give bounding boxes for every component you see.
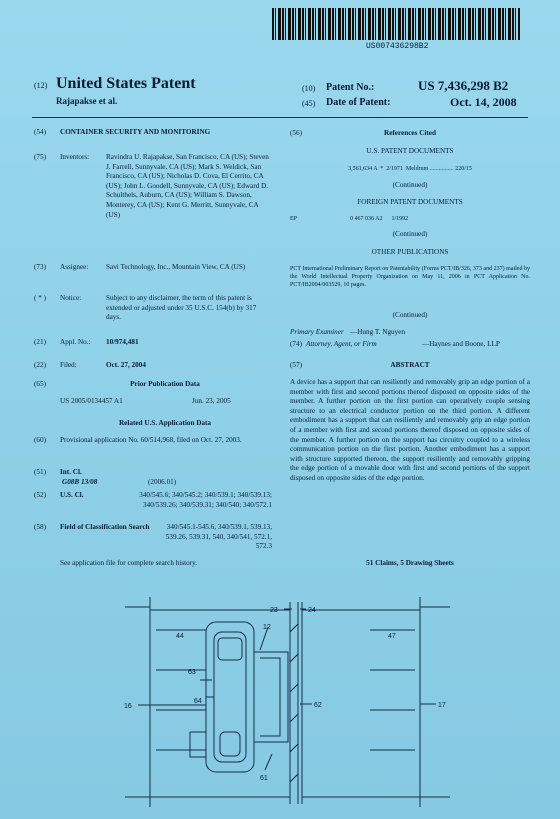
other-publication: PCT International Preliminary Report on Patentability (Forms PCT/IB/326, 373 and 237) mailed by the World Intellectual Property Organization on May 11, 2006 in PCT Application No. PCT/IB2004/003529, 10 pages. xyxy=(290,266,530,288)
intcl-code: (51) xyxy=(34,468,46,476)
patent-no-label: Patent No.: xyxy=(326,82,375,93)
label-44: 44 xyxy=(176,633,184,640)
barcode-number: US007436298B2 xyxy=(366,42,429,51)
label-62: 62 xyxy=(314,702,322,709)
us-doc: 3,561,634 A * 2/1971 Meldrum ................ 220/15 xyxy=(348,166,472,172)
intcl-label: Int. Cl. xyxy=(60,468,82,476)
other-heading: OTHER PUBLICATIONS xyxy=(371,248,449,256)
uscl-code: (52) xyxy=(34,491,46,499)
patent-date: Oct. 14, 2008 xyxy=(450,95,517,109)
refs-code: (56) xyxy=(290,129,302,137)
assignee-text: Savi Technology, Inc., Mountain View, CA (US) xyxy=(106,263,246,271)
patent-drawing xyxy=(120,592,460,814)
continued-2: (Continued) xyxy=(392,230,428,238)
prior-heading: Prior Publication Data xyxy=(130,380,200,388)
field-label: Field of Classification Search xyxy=(60,523,150,531)
header-rule xyxy=(32,117,528,118)
notice-code: ( * ) xyxy=(34,294,46,302)
label-23: 23 xyxy=(270,607,278,614)
see-application: See application file for complete search history. xyxy=(60,559,198,567)
label-16: 16 xyxy=(124,703,132,710)
inventors-label: Inventors: xyxy=(60,153,90,161)
attorney-code: (74) xyxy=(290,340,302,348)
refs-heading: References Cited xyxy=(384,129,436,137)
header-code-12: (12) xyxy=(34,81,48,90)
foreign-country: EP xyxy=(290,216,298,222)
related-heading: Related U.S. Application Data xyxy=(118,419,212,427)
filed-date: Oct. 27, 2004 xyxy=(106,361,146,369)
label-17: 17 xyxy=(438,702,446,709)
label-12: 12 xyxy=(263,624,271,631)
filed-label: Filed: xyxy=(60,361,77,369)
date-label: Date of Patent: xyxy=(326,97,391,108)
barcode xyxy=(272,8,520,40)
invention-title: CONTAINER SECURITY AND MONITORING xyxy=(60,128,211,136)
uscl-text: 340/545.6; 340/545.2; 340/539.1; 340/539.13; 340/539.26; 340/539.31; 340/540; 340/572.1 xyxy=(139,491,272,509)
examiner-name: —Hung T. Nguyen xyxy=(350,328,406,336)
label-64: 64 xyxy=(194,698,202,705)
appl-code: (21) xyxy=(34,338,46,346)
uscl-label: U.S. Cl. xyxy=(60,491,84,499)
abstract-text: A device has a support that can resiliently and removably grip an edge portion of a member with first and second portions thereof disposed on opposite sides of the member. A further portion on the first portion can operatively couple sensing structure to an electrical conductor portion on the third portion. A different embodiment has a support that can resiliently and removably grip an edge portion of a member with first and second portions thereof disposed on opposite sides of the member. A further portion on the support has circuitry coupled to a wireless communication portion on the first portion. Another embodiment has a support with structure supported thereon, the support resiliently and removably gripping the edge portion of a movable door with first and second portions of the support disposed on opposite sides of the edge portion. xyxy=(290,378,530,482)
continued-1: (Continued) xyxy=(392,181,428,189)
abstract-code: (57) xyxy=(290,361,302,369)
assignee-code: (73) xyxy=(34,263,46,271)
date-code: (45) xyxy=(302,99,316,108)
label-24: 24 xyxy=(308,607,316,614)
prior-code: (65) xyxy=(34,380,46,388)
appl-number: 10/974,481 xyxy=(106,338,139,346)
prior-date: Jun. 23, 2005 xyxy=(192,397,231,405)
prior-pub: US 2005/0134457 A1 xyxy=(60,397,123,405)
intcl-class: G08B 13/08 xyxy=(62,478,98,486)
prov-text: Provisional application No. 60/514,968, filed on Oct. 27, 2003. xyxy=(60,436,242,444)
patent-number: US 7,436,298 B2 xyxy=(418,78,509,93)
appl-label: Appl. No.: xyxy=(60,338,91,346)
us-docs-heading: U.S. PATENT DOCUMENTS xyxy=(366,147,454,155)
label-63: 63 xyxy=(188,669,196,676)
assignee-label: Assignee: xyxy=(60,263,89,271)
patent-no-code: (10) xyxy=(302,84,316,93)
continued-3: (Continued) xyxy=(392,311,428,319)
label-47: 47 xyxy=(388,633,396,640)
inventors-text: Ravindra U. Rajapakse, San Francisco, CA (US); Steven J. Farrell, Sunnyvale, CA (US); Mark S. Weldick, San Francisco, CA (US); Nicholas D. Cova, El Cerrito, CA (US); John L. Goodell, Sunnyvale, CA (US); Edward D. Schulthels, Auburn, CA (US); William S. Dawson, Monterey, CA (US); Kent G. Merritt, Sunnyvale, CA (US) xyxy=(106,153,269,219)
attorney-name: —Haynes and Boone, LLP xyxy=(422,340,500,348)
patent-title: United States Patent xyxy=(56,75,196,92)
foreign-heading: FOREIGN PATENT DOCUMENTS xyxy=(357,198,463,206)
inventors-code: (75) xyxy=(34,153,46,161)
abstract-heading: ABSTRACT xyxy=(390,361,430,369)
filed-code: (22) xyxy=(34,361,46,369)
label-61: 61 xyxy=(260,775,268,782)
prov-code: (60) xyxy=(34,436,46,444)
notice-text: Subject to any disclaimer, the term of this patent is extended or adjusted under 35 U.S.C. 154(b) by 317 days. xyxy=(106,294,257,322)
foreign-doc: 0 467 036 A2 1/1992 xyxy=(350,216,409,222)
attorney-label: Attorney, Agent, or Firm xyxy=(306,340,377,348)
claims-summary: 51 Claims, 5 Drawing Sheets xyxy=(366,559,454,567)
field-text: 340/545.1-545.6, 340/539.1, 539.13, 539.26, 539.31, 540, 340/541, 572.1, 572.3 xyxy=(165,523,272,551)
authors: Rajapakse et al. xyxy=(56,96,118,106)
title-code: (54) xyxy=(34,128,46,136)
notice-label: Notice: xyxy=(60,294,82,302)
examiner-label: Primary Examiner xyxy=(290,328,344,336)
field-code: (58) xyxy=(34,523,46,531)
intcl-year: (2006.01) xyxy=(148,478,177,486)
